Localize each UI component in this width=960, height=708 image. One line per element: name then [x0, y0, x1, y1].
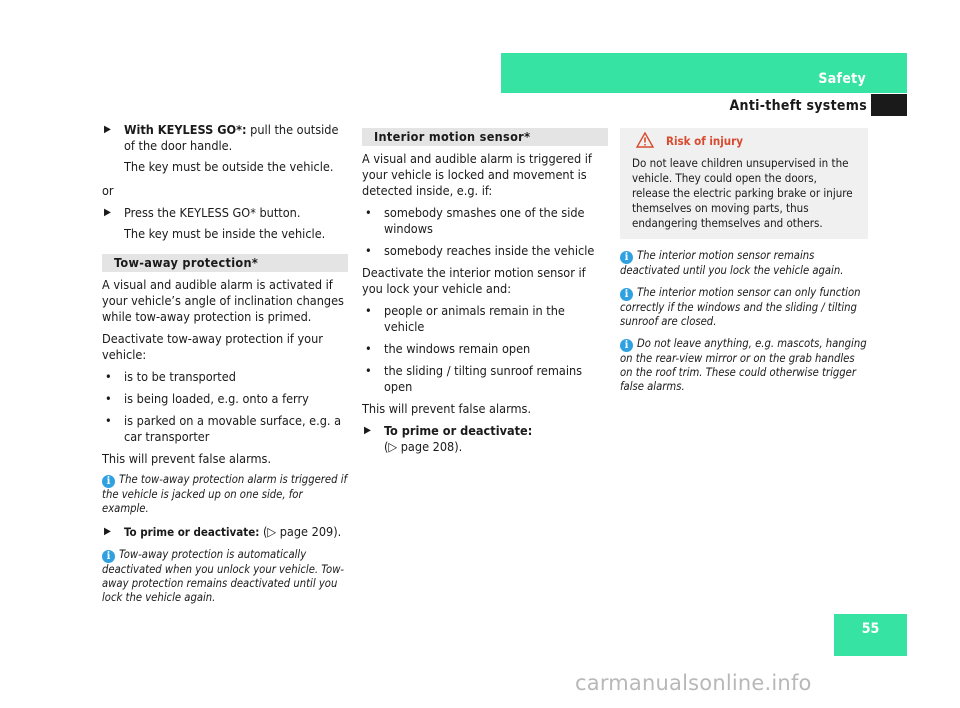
or-text: or	[102, 183, 114, 198]
page-reference: (▷ page 209).	[259, 524, 342, 539]
column-left	[102, 122, 348, 613]
paragraph: This will prevent false alarms.	[362, 401, 532, 416]
step-label: To prime or deactivate:	[384, 423, 533, 438]
list-item: • somebody smashes one of the side windows	[365, 205, 585, 236]
column-right	[620, 128, 868, 402]
paragraph: A visual and audible alarm is triggered if your vehicle is locked and movement is detected inside, e.g. if:	[362, 151, 592, 198]
arrow-icon: ▶	[104, 526, 111, 537]
list-item: • is to be transported	[105, 369, 236, 384]
step-text: pull the outside of the door handle.	[124, 122, 339, 153]
step-label: With KEYLESS GO*:	[124, 122, 247, 137]
list-item: • is parked on a movable surface, e.g. a car transporter	[105, 413, 342, 444]
list-item: • the windows remain open	[365, 341, 531, 356]
list-item: • people or animals remain in the vehicle	[365, 303, 565, 334]
step-note: The key must be inside the vehicle.	[124, 226, 326, 241]
warning-text: Do not leave children unsupervised in the vehicle. They could open the doors, release the electric parking brake or injure themselves on moving parts, thus endangering themselves and others.	[632, 156, 853, 230]
step-press-button	[102, 205, 348, 221]
heading-tow-away: Tow-away protection*	[102, 254, 348, 272]
step-label: To prime or deactivate:	[124, 525, 260, 539]
info-icon: i	[620, 288, 633, 301]
arrow-icon: ▶	[104, 124, 111, 135]
info-note: i Tow-away protection is automatically deactivated when you unlock your vehicle. Tow-away protection remains deactivated until you lock the vehicle again.	[102, 548, 345, 604]
chapter-tab	[501, 53, 907, 93]
paragraph: This will prevent false alarms.	[102, 451, 272, 466]
paragraph: A visual and audible alarm is activated if your vehicle’s angle of inclination changes while tow-away protection is primed.	[102, 277, 344, 324]
info-icon: i	[102, 550, 115, 563]
info-note: i The interior motion sensor remains deactivated until you lock the vehicle again.	[620, 249, 844, 277]
warning-box	[620, 128, 868, 239]
info-icon: i	[620, 339, 633, 352]
info-icon: i	[620, 251, 633, 264]
warning-triangle-icon	[636, 132, 654, 148]
section-title: Anti-theft systems	[729, 98, 867, 114]
step-text: Press the KEYLESS GO* button.	[124, 205, 301, 220]
heading-interior-motion: Interior motion sensor*	[362, 128, 608, 146]
info-note: i Do not leave anything, e.g. mascots, hanging on the rear-view mirror or on the grab handles on the roof trim. These could otherwise trigger false alarms.	[620, 337, 867, 393]
step-prime-deactivate	[102, 524, 348, 540]
list-item: • somebody reaches inside the vehicle	[365, 243, 595, 258]
arrow-icon: ▶	[364, 425, 371, 436]
paragraph: Deactivate the interior motion sensor if you lock your vehicle and:	[362, 265, 586, 296]
column-middle	[362, 128, 608, 460]
step-keyless-go	[102, 122, 348, 154]
info-icon: i	[102, 475, 115, 488]
info-note: i The interior motion sensor can only function correctly if the windows and the sliding / tilting sunroof are closed.	[620, 286, 861, 328]
watermark: carmanualsonline.info	[575, 671, 812, 695]
arrow-icon: ▶	[104, 207, 111, 218]
info-note: i The tow-away protection alarm is triggered if the vehicle is jacked up on one side, for example.	[102, 473, 348, 515]
chapter-title: Safety	[818, 71, 866, 87]
step-note: The key must be outside the vehicle.	[124, 159, 334, 174]
page-reference: (▷ page 208).	[384, 439, 463, 454]
paragraph: Deactivate tow-away protection if your vehicle:	[102, 331, 323, 362]
step-prime-deactivate	[362, 423, 608, 455]
section-marker	[871, 94, 907, 116]
list-item: • is being loaded, e.g. onto a ferry	[105, 391, 309, 406]
list-item: • the sliding / tilting sunroof remains open	[365, 363, 583, 394]
page-number: 55	[834, 614, 907, 656]
warning-title: Risk of injury	[632, 134, 856, 150]
